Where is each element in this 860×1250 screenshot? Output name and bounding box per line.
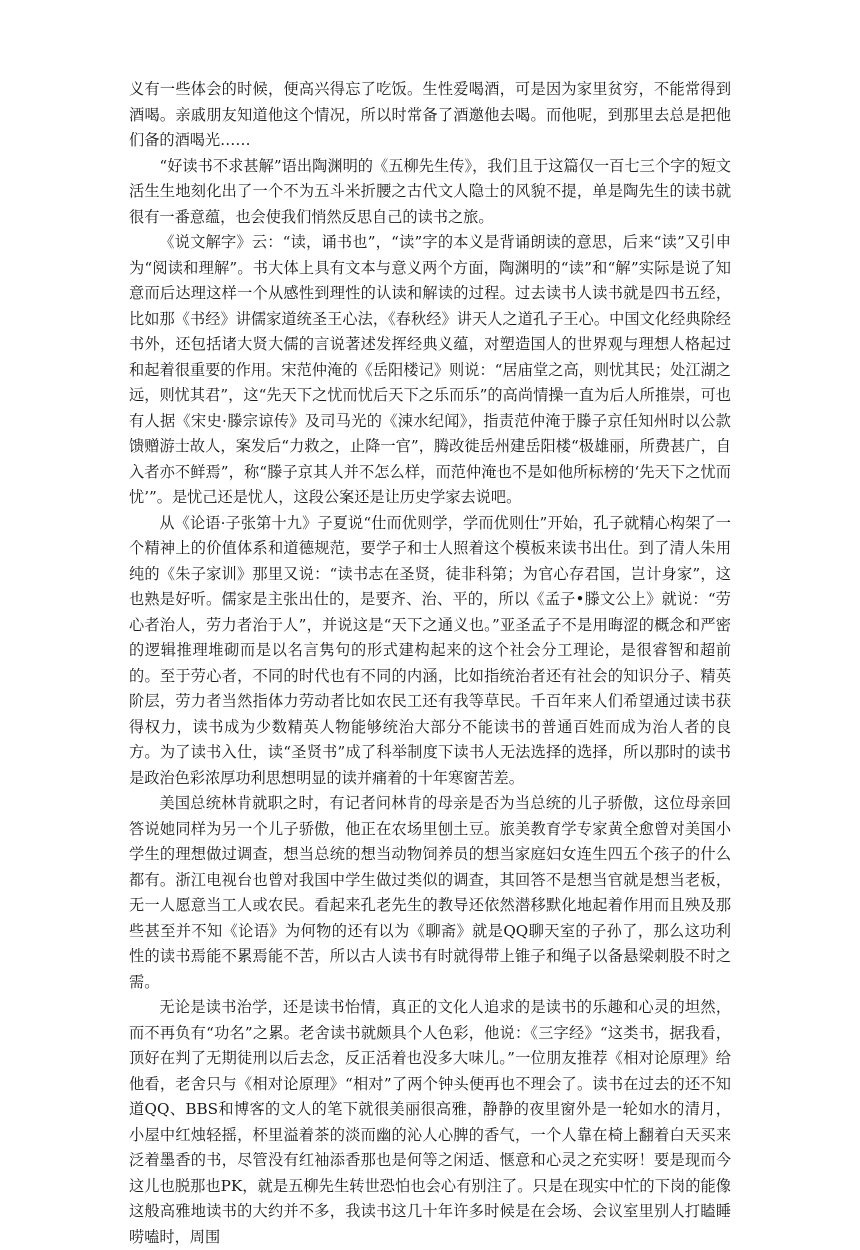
paragraph-2: “好读书不求甚解”语出陶渊明的《五柳先生传》，我们且于这篇仅一百七三个字的短文活生生地刻化出了一个不为五斗米折腰之古代文人隐士的风貌不提，单是陶先生的读书就很有一番意蕴，也会使我们悄然反思自己的读书之旅。 xyxy=(129,156,731,226)
document-body xyxy=(129,77,731,1250)
paragraph-6: 无论是读书治学，还是读书怡情，真正的文化人追求的是读书的乐趣和心灵的坦然，而不再负有“功名”之累。老舍读书就颇具个人色彩，他说：《三字经》“这类书，据我看，顶好在判了无期徒刑以后去念，反正活着也没多大味儿。”一位朋友推荐《相对论原理》给他看，老舍只与《相对论原理》“相对”了两个钟头便再也不理会了。读书在过去的还不知道QQ、BBS和博客的文人的笔下就很美丽很高雅，静静的夜里窗外是一轮如水的清月，小屋中红烛轻摇，杯里溢着茶的淡而幽的沁人心脾的香气，一个人靠在椅上翻着白天买来泛着墨香的书，尽管没有红袖添香那也是何等之闲适、惬意和心灵之充实呀！要是现而今这儿也脱那也PK，就是五柳先生转世恐怕也会心有别注了。只是在现实中忙的下岗的能像这般高雅地读书的大约并不多，我读书这几十年许多时候是在会场、会议室里别人打瞌睡唠嗑时，周围 xyxy=(129,998,731,1246)
paragraph-5: 美国总统林肯就职之时，有记者问林肯的母亲是否为当总统的儿子骄傲，这位母亲回答说她同样为另一个儿子骄傲，他正在农场里刨土豆。旅美教育学专家黄全愈曾对美国小学生的理想做过调查，想当总统的想当动物饲养员的想当家庭妇女连生四五个孩子的什么都有。浙江电视台也曾对我国中学生做过类似的调查，其回答不是想当官就是想当老板，无一人愿意当工人或农民。看起来孔老先生的教导还依然潜移默化地起着作用而且殃及那些甚至并不知《论语》为何物的还有以为《聊斋》就是QQ聊天室的子孙了，那么这功利性的读书焉能不累焉能不苦，所以古人读书有时就得带上锥子和绳子以备悬梁刺股不时之需。 xyxy=(129,794,731,991)
paragraph-4: 从《论语·子张第十九》子夏说“仕而优则学，学而优则仕”开始，孔子就精心构架了一个精神上的价值体系和道德规范，要学子和士人照着这个模板来读书出仕。到了清人朱用纯的《朱子家训》那里又说：“读书志在圣贤，徒非科第；为官心存君国，岂计身家”，这也熟是好听。儒家是主张出仕的，是要齐、治、平的，所以《孟子•滕文公上》就说：“劳心者治人，劳力者治于人”，并说这是“天下之通义也。”亚圣孟子不是用晦涩的概念和严密的逻辑推理堆砌而是以名言隽句的形式建构起来的这个社会分工理论，是很睿智和超前的。至于劳心者，不同的时代也有不同的内涵，比如指统治者还有社会的知识分子、精英阶层，劳力者当然指体力劳动者比如农民工还有我等草民。千百年来人们希望通过读书获得权力，读书成为少数精英人物能够统治大部分不能读书的普通百姓而成为治人者的良方。为了读书入仕，读“圣贤书”成了科举制度下读书人无法选择的选择，所以那时的读书是政治色彩浓厚功利思想明显的读并痛着的十年寒窗苦差。 xyxy=(129,513,731,787)
paragraph-1: 义有一些体会的时候，便高兴得忘了吃饭。生性爱喝酒，可是因为家里贫穷，不能常得到酒喝。亲戚朋友知道他这个情况，所以时常备了酒邀他去喝。而他呢，到那里去总是把他们备的酒喝光…… xyxy=(129,80,731,149)
paragraph-3: 《说文解字》云：“读，诵书也”，“读”字的本义是背诵朗读的意思，后来“读”又引申为“阅读和理解”。书大体上具有文本与意义两个方面，陶渊明的“读”和“解”实际是说了知意而后达理这样一个从感性到理性的认读和解读的过程。过去读书人读书就是四书五经，比如那《书经》讲儒家道统圣王心法，《春秋经》讲天人之道孔子王心。中国文化经典除经书外，还包括诸大贤大儒的言说著述发挥经典义蕴，对塑造国人的世界观与理想人格起过和起着很重要的作用。宋范仲淹的《岳阳楼记》则说：“居庙堂之高，则忧其民；处江湖之远，则忧其君”，这“先天下之忧而忧后天下之乐而乐”的高尚情操一直为后人所推崇，可也有人据《宋史·滕宗谅传》及司马光的《涑水纪闻》，指责范仲淹于滕子京任知州时以公款馈赠游士故人，案发后“力救之，止降一官”，腾改徙岳州建岳阳楼“极雄丽，所费甚广，自入者亦不鲜焉”，称“滕子京其人并不怎么样，而范仲淹也不是如他所标榜的‘先天下之忧而忧’”。是忧己还是忧人，这段公案还是让历史学家去说吧。 xyxy=(129,233,731,506)
